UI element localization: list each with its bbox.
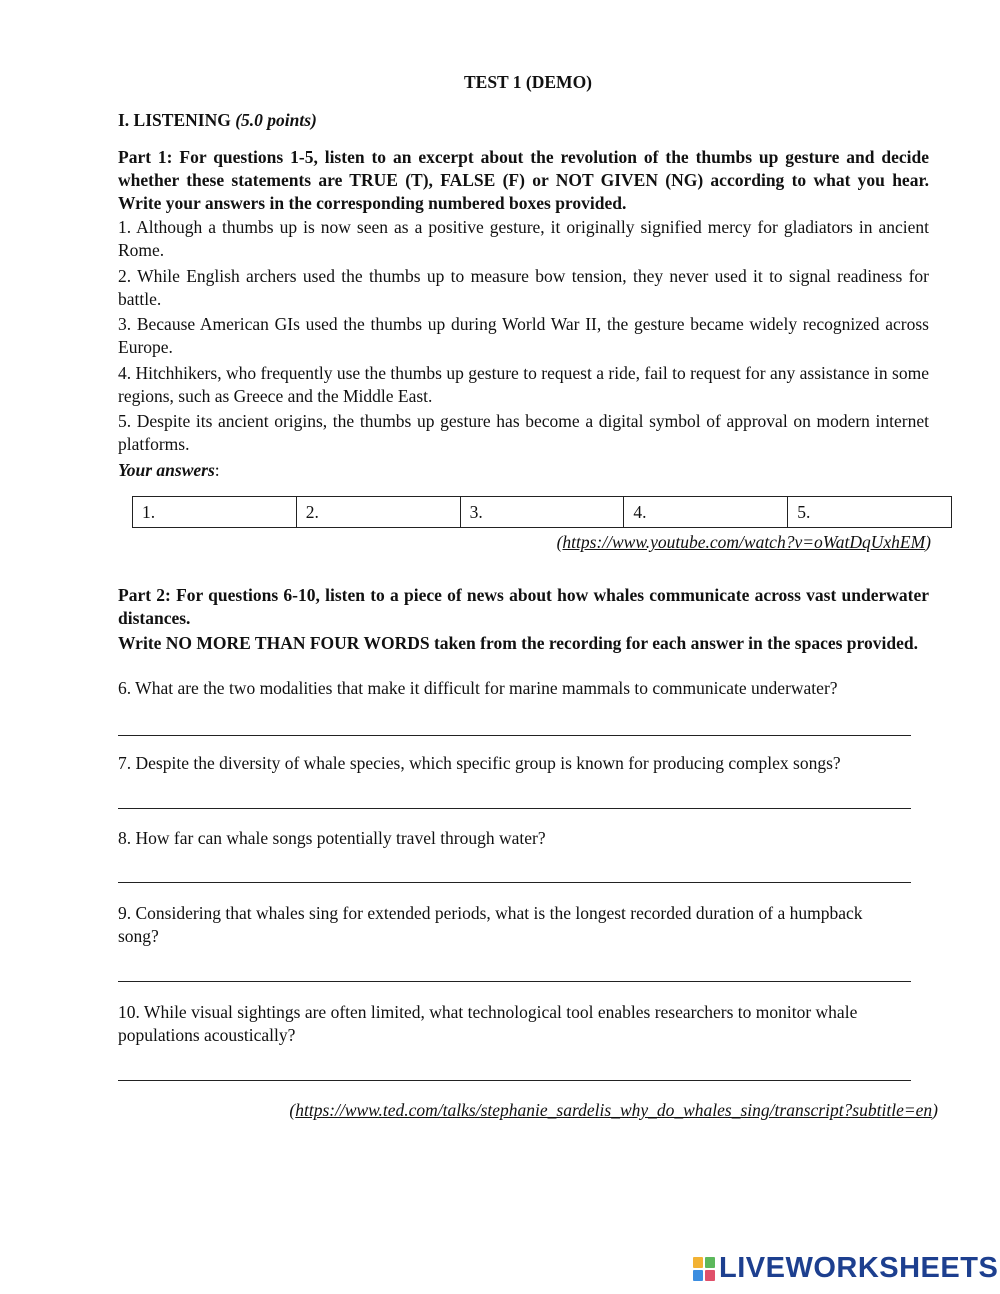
answer-line-9[interactable]	[118, 981, 911, 982]
answer-line-10[interactable]	[118, 1080, 911, 1081]
question-10: 10. While visual sightings are often limited, what technological tool enables researchers to monitor whale populations acoustically?	[118, 1002, 858, 1045]
answer-box-1[interactable]: 1.	[133, 497, 297, 528]
question-9: 9. Considering that whales sing for extended periods, what is the longest recorded duration of a humpback song?	[118, 903, 863, 946]
answers-colon: :	[214, 460, 220, 480]
question-2: 2. While English archers used the thumbs up to measure bow tension, they never used it to signal readiness for battle.	[118, 266, 929, 309]
question-1: 1. Although a thumbs up is now seen as a positive gesture, it originally signified mercy for gladiators in ancient Rome.	[118, 217, 929, 260]
question-7: 7. Despite the diversity of whale species, which specific group is known for producing complex songs?	[118, 753, 841, 773]
part1-source-link[interactable]: https://www.youtube.com/watch?v=oWatDqUxhEM	[562, 532, 926, 552]
question-5: 5. Despite its ancient origins, the thumbs up gesture has become a digital symbol of approval on modern internet platforms.	[118, 411, 929, 454]
answer-table	[132, 496, 952, 528]
question-8: 8. How far can whale songs potentially travel through water?	[118, 828, 546, 848]
page-title: TEST 1 (DEMO)	[463, 72, 593, 92]
logo-text: LIVEWORKSHEETS	[719, 1252, 999, 1284]
logo-tile	[705, 1257, 715, 1268]
question-4: 4. Hitchhikers, who frequently use the thumbs up gesture to request a ride, fail to request for any assistance in some regions, such as Greece and the Middle East.	[118, 363, 929, 406]
part2-source-close: )	[932, 1100, 938, 1120]
answer-row	[133, 497, 952, 528]
part1-instruction: Part 1: For questions 1-5, listen to an excerpt about the revolution of the thumbs up gesture and decide whether these statements are TRUE (T), FALSE (F) or NOT GIVEN (NG) according to what you hear. Write your answers in the corresponding numbered boxes provided.	[118, 147, 929, 213]
section-points: (5.0 points)	[235, 110, 317, 130]
logo-tile	[705, 1270, 715, 1281]
answer-box-5[interactable]: 5.	[788, 497, 952, 528]
section-heading	[118, 110, 317, 131]
part2-source-open: (	[289, 1100, 296, 1120]
part2-instruction-2: Write NO MORE THAN FOUR WORDS taken from the recording for each answer in the spaces provided.	[118, 633, 918, 653]
answer-box-3[interactable]: 3.	[460, 497, 624, 528]
section-label: I. LISTENING	[118, 110, 231, 130]
part1-source	[557, 532, 931, 553]
answer-box-4[interactable]: 4.	[624, 497, 788, 528]
answer-line-8[interactable]	[118, 882, 911, 883]
liveworksheets-logo[interactable]	[693, 1252, 998, 1285]
part1-source-close: )	[925, 532, 931, 552]
part2-instruction: Part 2: For questions 6-10, listen to a piece of news about how whales communicate across vast underwater distances.	[118, 585, 929, 628]
answers-label-row	[118, 460, 220, 481]
answer-line-7[interactable]	[118, 808, 911, 809]
answers-label: Your answers	[118, 460, 215, 480]
question-6: 6. What are the two modalities that make it difficult for marine mammals to communicate underwater?	[118, 678, 838, 698]
question-3: 3. Because American GIs used the thumbs up during World War II, the gesture became widely recognized across Europe.	[118, 314, 929, 357]
answer-line-6[interactable]	[118, 735, 911, 736]
answer-box-2[interactable]: 2.	[296, 497, 460, 528]
part1-source-open: (	[556, 532, 563, 552]
liveworksheets-logo-icon	[693, 1257, 715, 1281]
logo-tile	[693, 1257, 703, 1268]
logo-tile	[693, 1270, 703, 1281]
part2-source	[289, 1100, 938, 1121]
part2-source-link[interactable]: https://www.ted.com/talks/stephanie_sardelis_why_do_whales_sing/transcript?subtitle=en	[295, 1100, 933, 1120]
